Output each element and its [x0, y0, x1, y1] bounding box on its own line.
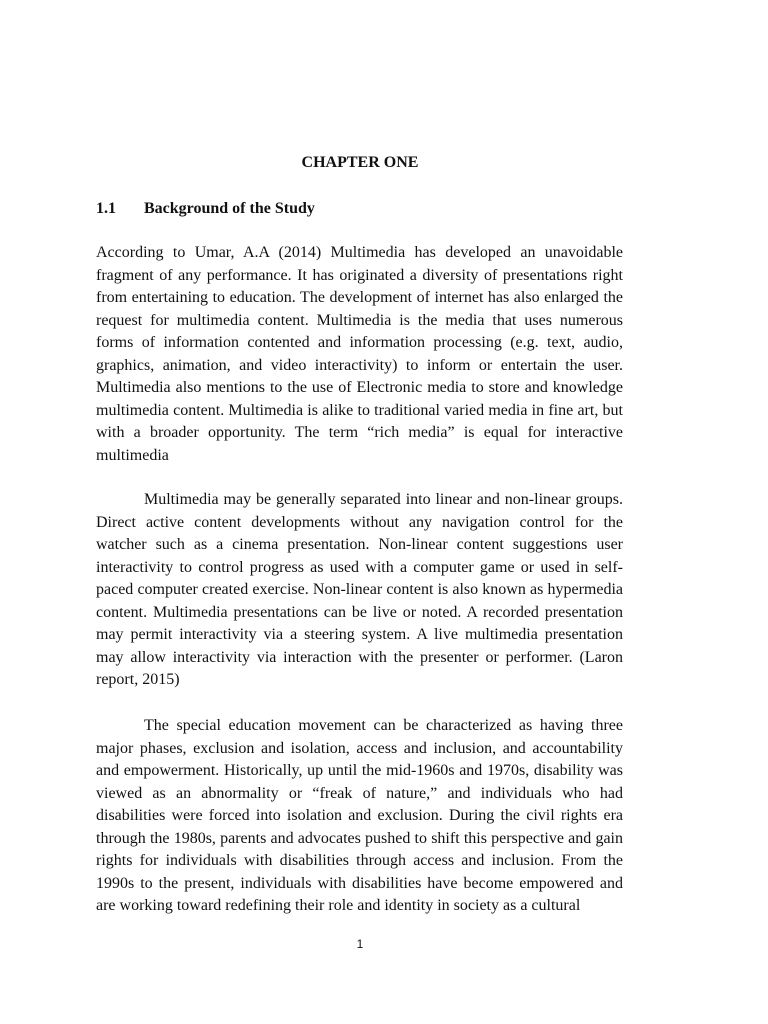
paragraph-2: Multimedia may be generally separated into linear and non-linear groups. Direct active content developments without any navigation control for the watcher such as a cinema presentation. Non-linear content suggestions user interactivity to control progress as used with a computer game or used in self-paced computer created exercise. Non-linear content is also known as hypermedia content. Multimedia presentations can be live or noted. A recorded presentation may permit interactivity via a steering system. A live multimedia presentation may allow interactivity via interaction with the presenter or performer. (Laron report, 2015)	[96, 491, 623, 688]
section-heading	[96, 198, 315, 220]
section-number: 1.1	[96, 200, 116, 217]
page-number: 1	[356, 937, 364, 951]
section-title: Background of the Study	[144, 200, 315, 217]
paragraph-1: According to Umar, A.A (2014) Multimedia has developed an unavoidable fragment of any performance. It has originated a diversity of presentations right from entertaining to education. The development of internet has also enlarged the request for multimedia content. Multimedia is the media that uses numerous forms of information contented and information processing (e.g. text, audio, graphics, animation, and video interactivity) to inform or entertain the user. Multimedia also mentions to the use of Electronic media to store and knowledge multimedia content. Multimedia is alike to traditional varied media in fine art, but with a broader opportunity. The term “rich media” is equal for interactive multimedia	[96, 244, 623, 464]
paragraph-3: The special education movement can be characterized as having three major phases, exclusion and isolation, access and inclusion, and accountability and empowerment. Historically, up until the mid-1960s and 1970s, disability was viewed as an abnormality or “freak of nature,” and individuals who had disabilities were forced into isolation and exclusion. During the civil rights era through the 1980s, parents and advocates pushed to shift this perspective and gain rights for individuals with disabilities through access and inclusion. From the 1990s to the present, individuals with disabilities have become empowered and are working toward redefining their role and identity in society as a cultural	[96, 717, 623, 914]
chapter-title: CHAPTER ONE	[301, 154, 419, 171]
